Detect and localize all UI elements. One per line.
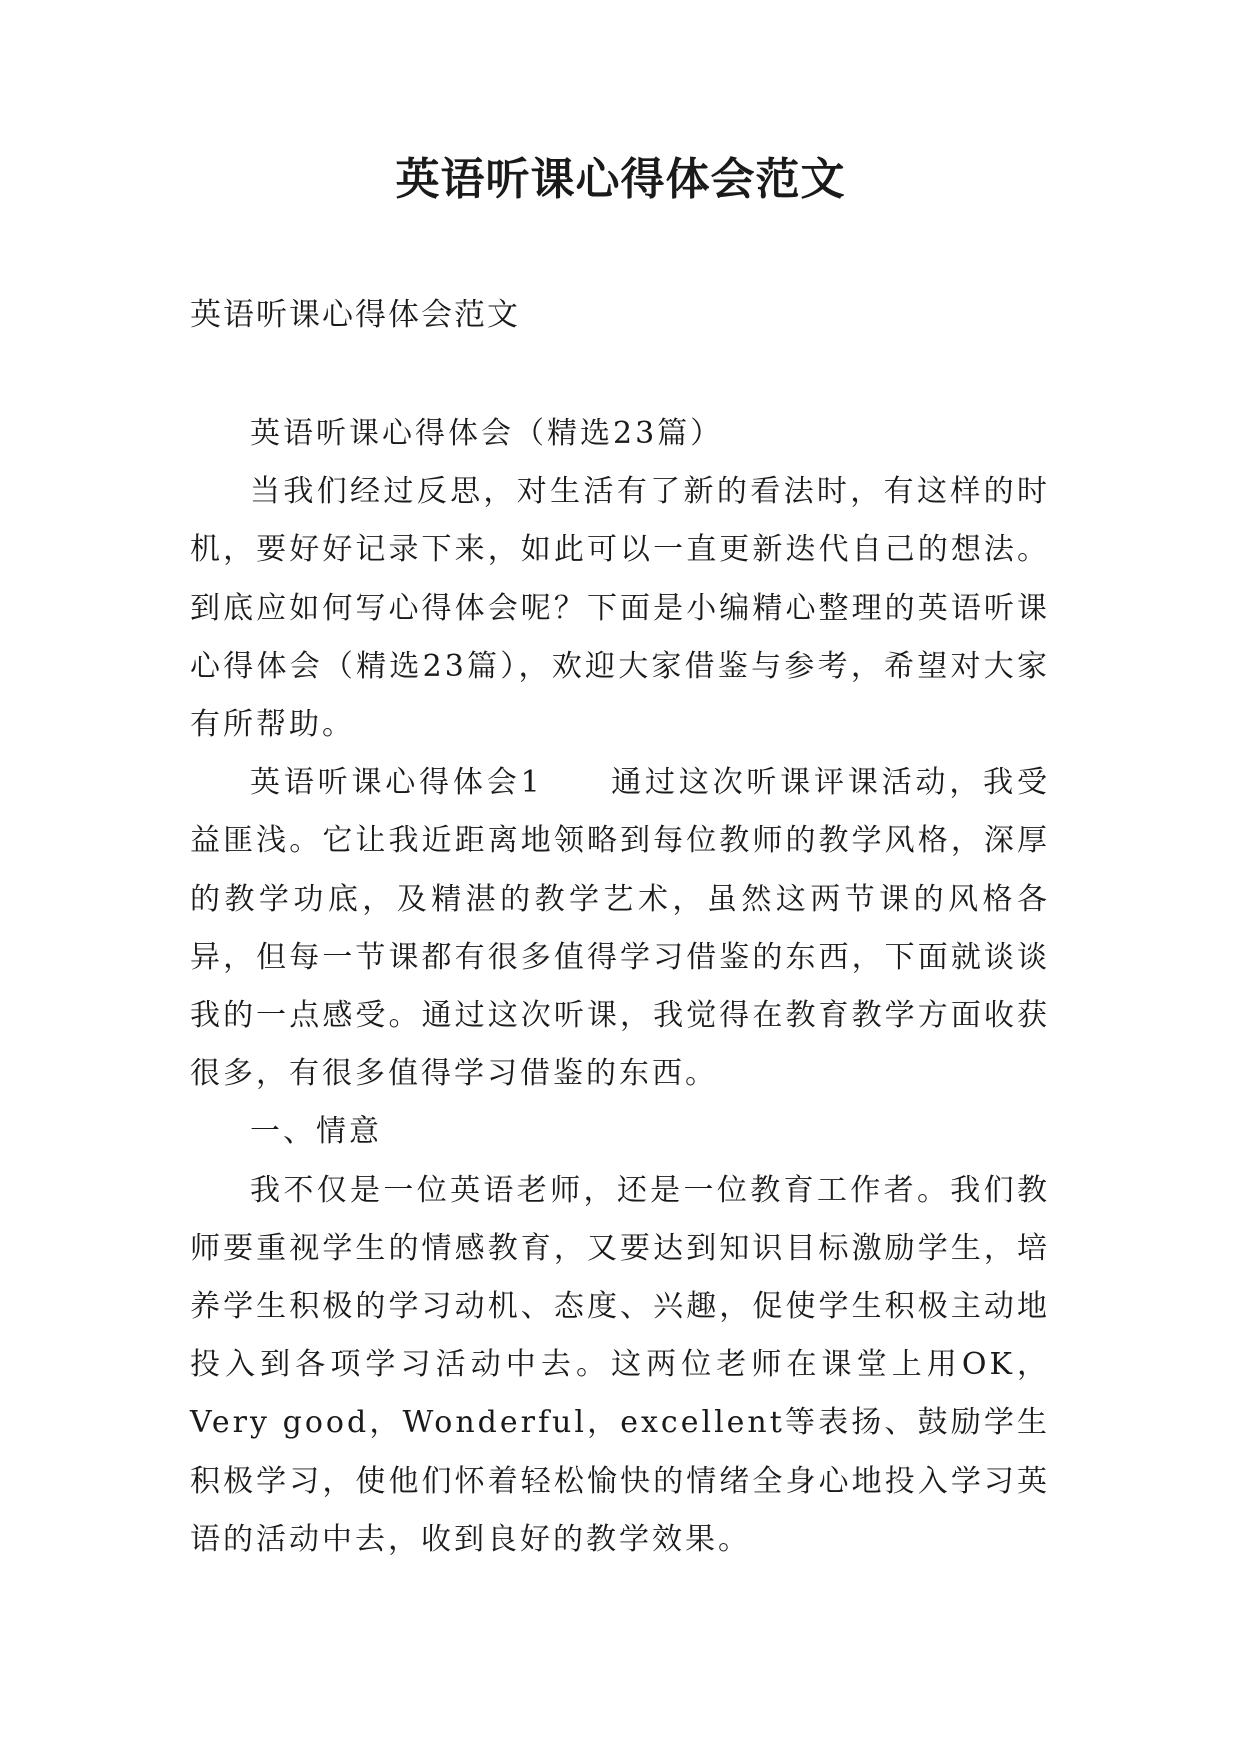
paragraph-intro: 当我们经过反思，对生活有了新的看法时，有这样的时机，要好好记录下来，如此可以一直更新迭代自己的想法。到底应如何写心得体会呢？下面是小编精心整理的英语听课心得体会（精选23篇），欢迎大家借鉴与参考，希望对大家有所帮助。 xyxy=(190,474,1050,743)
document-title: 英语听课心得体会范文 xyxy=(395,154,846,205)
paragraph-intro-heading: 英语听课心得体会（精选23篇） xyxy=(250,416,724,451)
document-subtitle: 英语听课心得体会范文 xyxy=(190,297,520,333)
paragraph-heading-emotion: 一、情意 xyxy=(250,1114,382,1150)
paragraph-section-1: 英语听课心得体会1 通过这次听课评课活动，我受益匪浅。它让我近距离地领略到每位教师的教学风格，深厚的教学功底，及精湛的教学艺术，虽然这两节课的风格各异，但每一节课都有很多值得学习借鉴的东西，下面就谈谈我的一点感受。通过这次听课，我觉得在教育教学方面收获很多，有很多值得学习借鉴的东西。 xyxy=(190,765,1050,1092)
paragraph-emotion: 我不仅是一位英语老师，还是一位教育工作者。我们教师要重视学生的情感教育，又要达到知识目标激励学生，培养学生积极的学习动机、态度、兴趣，促使学生积极主动地投入到各项学习活动中去。这两位老师在课堂上用OK，Very good，Wonderful，excellent等表扬、鼓励学生积极学习，使他们怀着轻松愉快的情绪全身心地投入学习英语的活动中去，收到良好的教学效果。 xyxy=(190,1172,1050,1557)
document-body xyxy=(190,405,1050,1569)
